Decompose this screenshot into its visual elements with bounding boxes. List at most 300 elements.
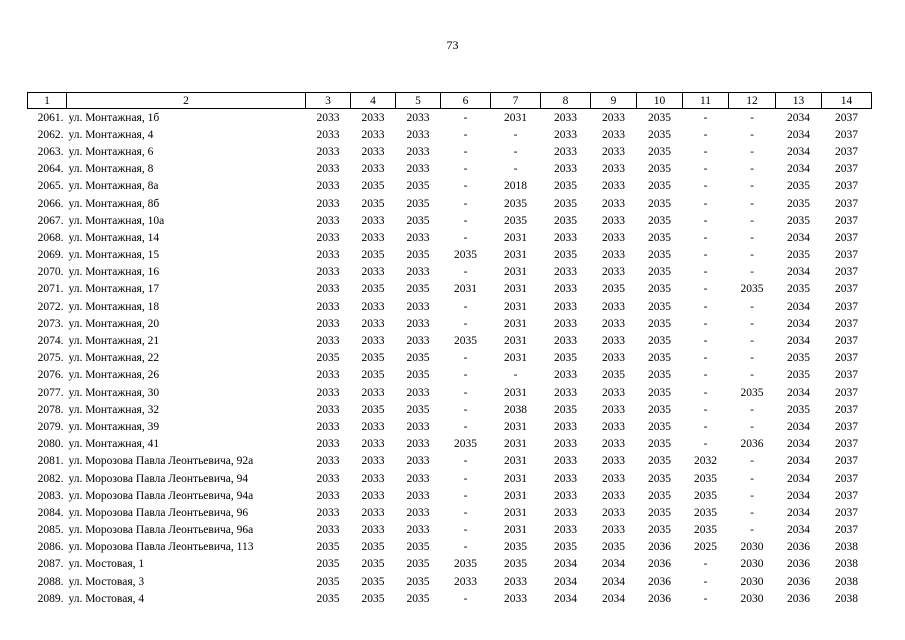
year-cell: 2033 [316,266,340,279]
year-cell: - [750,472,754,485]
year-cell: 2033 [602,249,625,262]
year-cell: 2034 [787,231,810,244]
year-cell: 2033 [316,231,340,244]
year-cell: - [463,128,468,141]
year-cell: 2033 [602,524,625,537]
year-cell: 2035 [648,438,671,451]
year-cell: 2033 [554,283,577,296]
year-cell: - [750,214,754,227]
year-cell: 2033 [554,231,577,244]
year-cell: 2031 [504,317,527,330]
year-cell: 2030 [740,575,764,588]
year-cell: - [703,300,708,313]
year-cell: 2036 [648,558,671,571]
year-cell: - [463,455,468,468]
year-cell: 2035 [554,249,577,262]
year-cell: - [750,335,754,348]
year-cell: 2035 [694,489,717,502]
table-row [28,298,872,315]
year-cell: 2035 [554,352,577,365]
row-number-cell: 2085. [37,524,64,537]
year-cell: 2025 [694,541,717,554]
year-cell: 2037 [835,489,858,502]
year-cell: 2035 [406,283,430,296]
year-cell: 2033 [406,266,430,279]
year-cell: 2035 [316,592,340,605]
year-cell: 2035 [504,558,527,571]
year-cell: - [463,145,468,158]
year-cell: - [463,524,468,537]
year-cell: 2036 [787,541,810,554]
year-cell: 2035 [648,197,671,210]
year-cell: 2037 [835,438,858,451]
address-cell: ул. Монтажная, 8 [68,163,154,176]
year-cell: - [703,369,708,382]
year-cell: 2033 [316,317,340,330]
year-cell: 2034 [602,575,625,588]
row-number-cell: 2067. [37,214,64,227]
year-cell: 2033 [361,506,385,519]
address-cell: ул. Монтажная, 17 [68,283,160,296]
year-cell: 2035 [694,506,717,519]
row-number-cell: 2088. [37,575,64,588]
year-cell: 2038 [504,403,527,416]
year-cell: - [463,506,468,519]
year-cell: 2032 [694,455,717,468]
address-cell: ул. Монтажная, 22 [68,352,160,365]
year-cell: - [750,249,754,262]
year-cell: 2033 [361,300,385,313]
year-cell: - [463,386,468,399]
year-cell: 2035 [740,283,764,296]
year-cell: 2033 [554,472,577,485]
year-cell: 2033 [554,145,577,158]
address-cell: ул. Монтажная, 14 [68,231,160,244]
row-number-cell: 2071. [37,283,64,296]
year-cell: 2033 [554,506,577,519]
year-cell: 2035 [406,558,430,571]
year-cell: 2033 [361,472,385,485]
year-cell: 2035 [554,541,577,554]
address-cell: ул. Монтажная, 21 [68,335,160,348]
year-cell: 2037 [835,335,858,348]
year-cell: 2030 [740,541,764,554]
year-cell: - [463,352,468,365]
year-cell: 2037 [835,266,858,279]
year-cell: 2035 [406,352,430,365]
address-cell: ул. Монтажная, 15 [68,249,160,262]
table-row [28,264,872,281]
table-row [28,161,872,178]
year-cell: 2034 [787,300,810,313]
year-cell: 2035 [361,575,385,588]
column-header: 3 [306,93,351,109]
row-number-cell: 2074. [37,335,64,348]
address-cell: ул. Монтажная, 39 [68,420,160,433]
year-cell: 2035 [504,541,527,554]
year-cell: 2035 [648,455,671,468]
row-number-cell: 2072. [37,300,64,313]
address-cell: ул. Морозова Павла Леонтьевича, 96а [68,524,254,537]
year-cell: 2033 [316,386,340,399]
year-cell: 2031 [504,283,527,296]
year-cell: 2035 [602,283,625,296]
year-cell: 2033 [316,335,340,348]
column-header: 6 [441,93,491,109]
column-header: 2 [67,93,306,109]
year-cell: 2034 [554,558,577,571]
year-cell: 2036 [648,592,671,605]
year-cell: 2033 [554,335,577,348]
year-cell: 2037 [835,317,858,330]
table-row [28,109,872,127]
table-row [28,453,872,470]
table-row [28,401,872,418]
column-header: 7 [491,93,541,109]
year-cell: - [703,180,708,193]
year-cell: 2035 [648,420,671,433]
address-cell: ул. Морозова Павла Леонтьевича, 94а [68,489,254,502]
year-cell: 2037 [835,111,858,124]
year-cell: 2033 [406,231,430,244]
year-cell: 2033 [602,111,625,124]
year-cell: - [703,317,708,330]
year-cell: 2035 [316,541,340,554]
row-number-cell: 2066. [37,197,64,210]
year-cell: - [750,455,754,468]
year-cell: 2035 [648,524,671,537]
year-cell: 2035 [648,352,671,365]
year-cell: 2033 [361,145,385,158]
year-cell: - [750,352,754,365]
year-cell: 2034 [787,489,810,502]
year-cell: 2035 [648,145,671,158]
year-cell: 2033 [316,472,340,485]
address-cell: ул. Монтажная, 10а [68,214,165,227]
year-cell: - [463,472,468,485]
year-cell: - [703,575,708,588]
year-cell: 2035 [406,403,430,416]
year-cell: 2035 [361,352,385,365]
column-header: 8 [541,93,591,109]
table-row [28,384,872,401]
year-cell: 2035 [504,214,527,227]
year-cell: 2033 [504,592,527,605]
year-cell: 2037 [835,369,858,382]
year-cell: 2034 [787,266,810,279]
row-number-cell: 2063. [37,145,64,158]
row-number-cell: 2084. [37,506,64,519]
row-number-cell: 2061. [37,111,64,124]
address-cell: ул. Монтажная, 8б [68,197,160,210]
year-cell: 2033 [406,489,430,502]
year-cell: 2035 [648,506,671,519]
year-cell: - [463,403,468,416]
year-cell: 2036 [648,541,671,554]
column-header: 5 [396,93,441,109]
year-cell: 2035 [648,231,671,244]
year-cell: 2033 [316,506,340,519]
year-cell: 2035 [648,128,671,141]
year-cell: 2031 [504,420,527,433]
year-cell: 2035 [406,180,430,193]
year-cell: 2033 [406,145,430,158]
year-cell: 2031 [504,266,527,279]
row-number-cell: 2075. [37,352,64,365]
column-header: 14 [822,93,872,109]
table-row [28,229,872,246]
year-cell: 2037 [835,352,858,365]
year-cell: 2033 [406,455,430,468]
year-cell: 2033 [554,420,577,433]
year-cell: 2033 [602,506,625,519]
year-cell: 2035 [406,592,430,605]
year-cell: - [750,489,754,502]
year-cell: 2033 [361,455,385,468]
year-cell: 2033 [406,128,430,141]
year-cell: 2031 [504,111,527,124]
year-cell: - [703,163,708,176]
year-cell: 2033 [554,386,577,399]
year-cell: 2034 [787,386,810,399]
year-cell: - [703,352,708,365]
year-cell: 2035 [554,214,577,227]
year-cell: - [463,111,468,124]
year-cell: 2036 [787,592,810,605]
year-cell: 2033 [602,455,625,468]
year-cell: 2034 [787,163,810,176]
year-cell: - [513,369,518,382]
address-cell: ул. Мостовая, 3 [68,575,145,588]
year-cell: - [463,592,468,605]
year-cell: 2035 [740,386,764,399]
year-cell: 2035 [648,335,671,348]
year-cell: - [703,386,708,399]
year-cell: 2033 [406,524,430,537]
year-cell: 2036 [648,575,671,588]
year-cell: 2037 [835,420,858,433]
table-row [28,315,872,332]
column-header: 4 [351,93,396,109]
year-cell: 2035 [554,403,577,416]
table-row [28,178,872,195]
year-cell: 2037 [835,163,858,176]
year-cell: 2037 [835,283,858,296]
row-number-cell: 2079. [37,420,64,433]
table-row [28,556,872,573]
row-number-cell: 2082. [37,472,64,485]
year-cell: 2037 [835,145,858,158]
table-row [28,418,872,435]
year-cell: 2035 [361,592,385,605]
year-cell: - [703,197,708,210]
year-cell: 2033 [406,335,430,348]
table-row [28,350,872,367]
year-cell: 2035 [554,180,577,193]
year-cell: 2035 [554,197,577,210]
address-cell: ул. Монтажная, 32 [68,403,160,416]
year-cell: 2035 [648,317,671,330]
year-cell: 2037 [835,455,858,468]
year-cell: 2033 [316,489,340,502]
year-cell: - [463,369,468,382]
year-cell: 2033 [602,352,625,365]
year-cell: 2031 [504,489,527,502]
year-cell: 2034 [787,438,810,451]
year-cell: 2033 [602,266,625,279]
year-cell: 2035 [648,300,671,313]
year-cell: 2033 [602,420,625,433]
table-row [28,143,872,160]
year-cell: 2035 [316,558,340,571]
year-cell: 2037 [835,231,858,244]
address-cell: ул. Морозова Павла Леонтьевича, 94 [68,472,249,485]
year-cell: 2035 [361,249,385,262]
year-cell: - [703,403,708,416]
year-cell: 2031 [504,249,527,262]
year-cell: 2033 [316,249,340,262]
column-header: 10 [637,93,683,109]
year-cell: 2033 [554,524,577,537]
year-cell: - [750,403,754,416]
year-cell: 2033 [316,145,340,158]
year-cell: - [703,283,708,296]
year-cell: 2018 [504,180,527,193]
year-cell: - [463,300,468,313]
year-cell: 2033 [361,128,385,141]
row-number-cell: 2081. [37,455,64,468]
year-cell: 2033 [406,386,430,399]
year-cell: 2034 [787,455,810,468]
year-cell: 2031 [504,300,527,313]
address-cell: ул. Морозова Павла Леонтьевича, 113 [68,541,254,554]
row-number-cell: 2062. [37,128,64,141]
year-cell: 2035 [361,369,385,382]
column-header: 13 [776,93,822,109]
table-row [28,212,872,229]
year-cell: 2035 [648,249,671,262]
year-cell: 2030 [740,592,764,605]
year-cell: - [703,592,708,605]
year-cell: 2035 [504,197,527,210]
table-row [28,539,872,556]
year-cell: 2033 [554,438,577,451]
row-number-cell: 2080. [37,438,64,451]
year-cell: 2035 [406,197,430,210]
table-row [28,195,872,212]
year-cell: 2031 [504,472,527,485]
year-cell: - [463,163,468,176]
year-cell: - [703,420,708,433]
year-cell: 2035 [648,163,671,176]
year-cell: 2034 [787,506,810,519]
year-cell: 2037 [835,128,858,141]
address-cell: ул. Монтажная, 16 [68,266,160,279]
year-cell: 2035 [316,352,340,365]
row-number-cell: 2069. [37,249,64,262]
year-cell: 2033 [602,403,625,416]
year-cell: 2033 [406,438,430,451]
year-cell: 2031 [504,524,527,537]
year-cell: 2033 [406,111,430,124]
year-cell: 2037 [835,214,858,227]
year-cell: 2033 [602,128,625,141]
year-cell: 2033 [316,180,340,193]
year-cell: 2035 [787,214,810,227]
year-cell: 2035 [361,541,385,554]
page-number: 73 [446,38,459,52]
row-number-cell: 2077. [37,386,64,399]
year-cell: 2034 [554,575,577,588]
table-row [28,522,872,539]
year-cell: 2035 [648,489,671,502]
year-cell: - [703,558,708,571]
year-cell: 2033 [554,266,577,279]
year-cell: 2033 [602,231,625,244]
year-cell: - [750,111,754,124]
address-cell: ул. Морозова Павла Леонтьевича, 96 [68,506,249,519]
column-header: 12 [729,93,776,109]
year-cell: 2031 [454,283,477,296]
year-cell: - [750,145,754,158]
year-cell: 2033 [316,300,340,313]
year-cell: 2035 [361,180,385,193]
year-cell: 2033 [361,438,385,451]
year-cell: 2035 [316,575,340,588]
year-cell: 2033 [602,317,625,330]
year-cell: 2037 [835,300,858,313]
year-cell: 2037 [835,506,858,519]
year-cell: 2035 [454,558,477,571]
year-cell: 2034 [787,524,810,537]
year-cell: 2033 [602,214,625,227]
year-cell: 2033 [316,455,340,468]
year-cell: 2038 [835,575,858,588]
year-cell: 2031 [504,455,527,468]
year-cell: 2033 [602,472,625,485]
row-number-cell: 2076. [37,369,64,382]
year-cell: 2033 [554,489,577,502]
year-cell: 2033 [554,455,577,468]
year-cell: 2037 [835,386,858,399]
year-cell: 2033 [406,420,430,433]
year-cell: 2033 [316,197,340,210]
address-cell: ул. Монтажная, 6 [68,145,154,158]
year-cell: 2035 [694,524,717,537]
address-cell: ул. Морозова Павла Леонтьевича, 92а [68,455,254,468]
year-cell: 2031 [504,438,527,451]
address-cell: ул. Монтажная, 41 [68,438,160,451]
year-cell: 2033 [406,300,430,313]
table-row [28,504,872,521]
year-cell: 2035 [406,369,430,382]
row-number-cell: 2078. [37,403,64,416]
year-cell: 2035 [406,575,430,588]
year-cell: - [750,231,754,244]
year-cell: 2033 [316,420,340,433]
row-number-cell: 2068. [37,231,64,244]
year-cell: - [463,317,468,330]
table-row [28,332,872,349]
year-cell: - [513,145,518,158]
year-cell: 2036 [740,438,764,451]
year-cell: 2033 [361,335,385,348]
year-cell: 2035 [361,558,385,571]
year-cell: 2033 [602,300,625,313]
year-cell: 2033 [602,386,625,399]
year-cell: 2034 [602,558,625,571]
year-cell: 2033 [316,369,340,382]
